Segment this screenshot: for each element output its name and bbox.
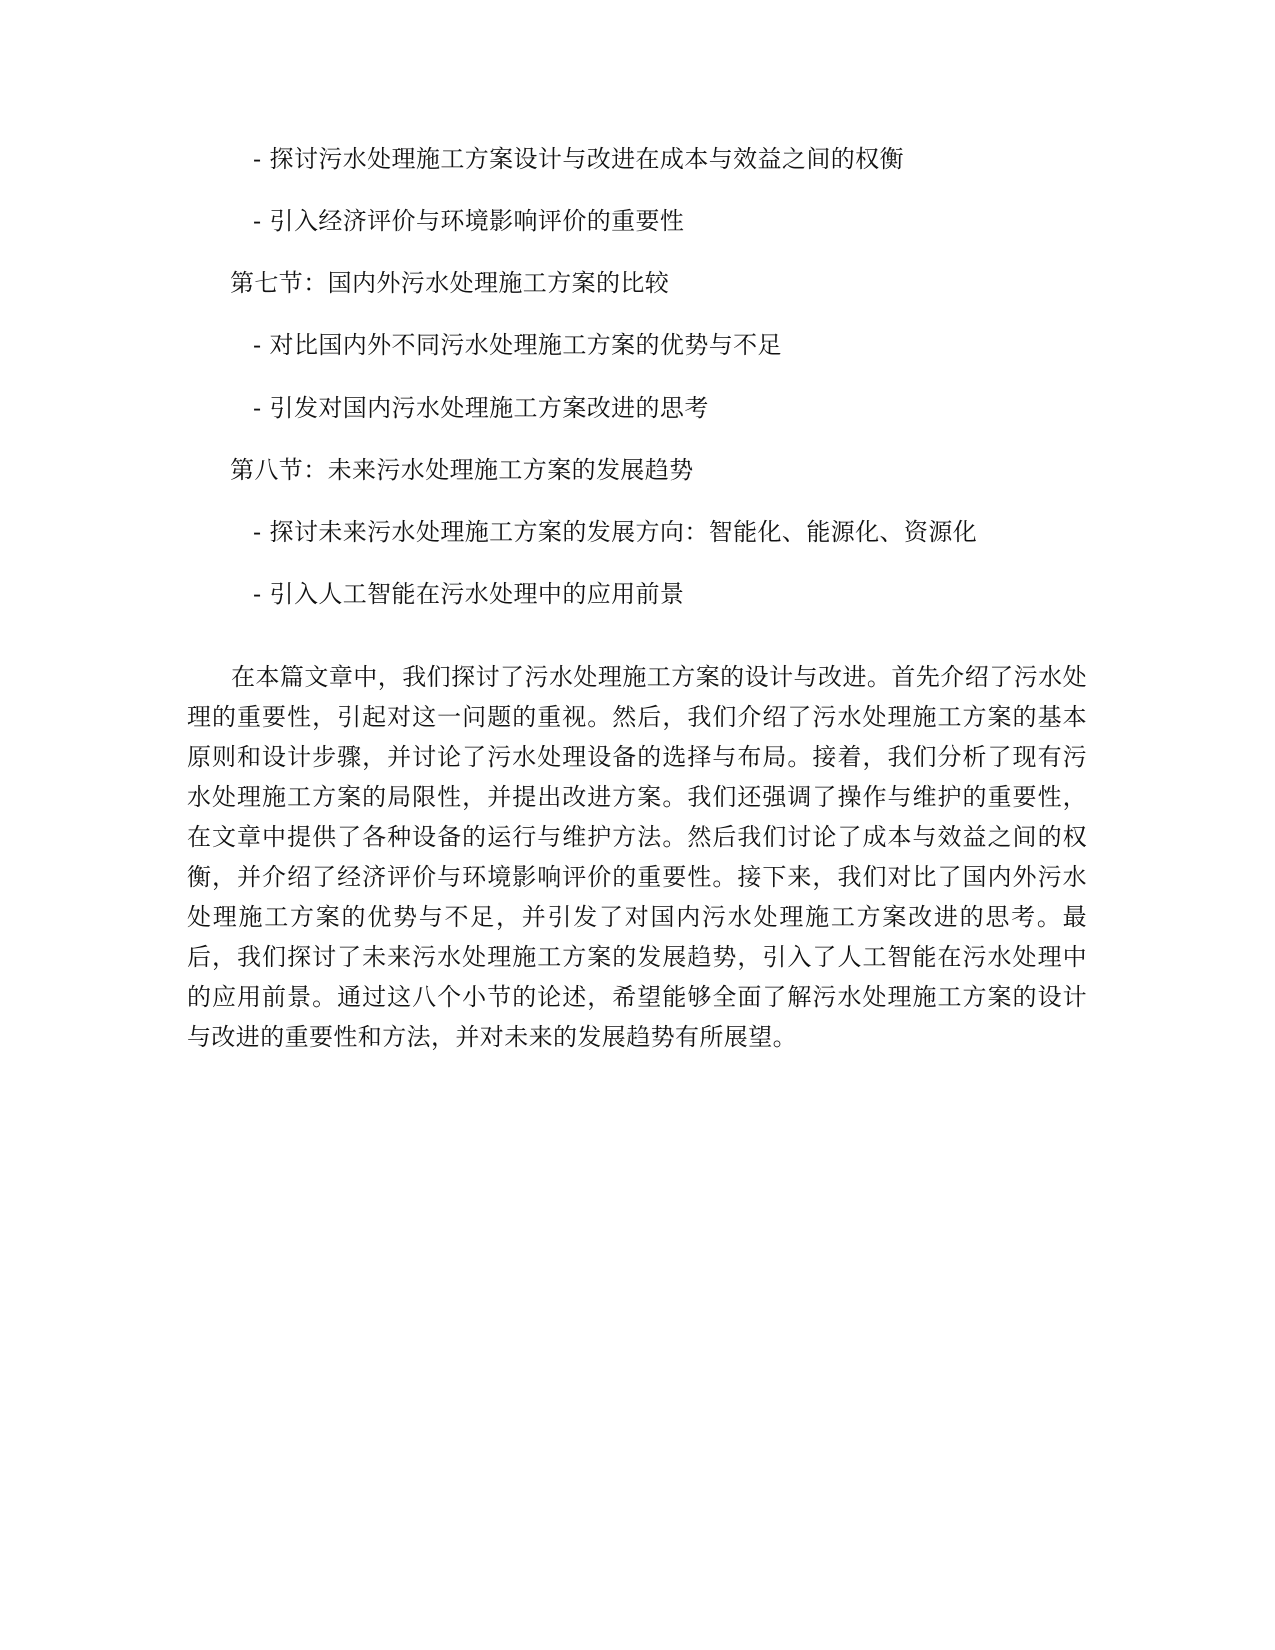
section-seven-heading: 第七节：国内外污水处理施工方案的比较 bbox=[230, 269, 670, 297]
section-eight-heading: 第八节：未来污水处理施工方案的发展趋势 bbox=[230, 456, 694, 484]
bullet-evaluation: - 引入经济评价与环境影响评价的重要性 bbox=[253, 207, 685, 235]
bullet-reflection: - 引发对国内污水处理施工方案改进的思考 bbox=[253, 394, 709, 422]
summary-paragraph: 在本篇文章中，我们探讨了污水处理施工方案的设计与改进。首先介绍了污水处理的重要性，引起对这一问题的重视。然后，我们介绍了污水处理施工方案的基本原则和设计步骤，并讨论了污水处理设备的选择与布局。接着，我们分析了现有污水处理施工方案的局限性，并提出改进方案。我们还强调了操作与维护的重要性，在文章中提供了各种设备的运行与维护方法。然后我们讨论了成本与效益之间的权衡，并介绍了经济评价与环境影响评价的重要性。接下来，我们对比了国内外污水处理施工方案的优势与不足，并引发了对国内污水处理施工方案改进的思考。最后，我们探讨了未来污水处理施工方案的发展趋势，引入了人工智能在污水处理中的应用前景。通过这八个小节的论述，希望能够全面了解污水处理施工方案的设计与改进的重要性和方法，并对未来的发展趋势有所展望。 bbox=[187, 663, 1087, 1051]
bullet-ai-prospect: - 引入人工智能在污水处理中的应用前景 bbox=[253, 580, 685, 608]
bullet-cost-benefit: - 探讨污水处理施工方案设计与改进在成本与效益之间的权衡 bbox=[253, 145, 904, 173]
bullet-future-direction: - 探讨未来污水处理施工方案的发展方向：智能化、能源化、资源化 bbox=[253, 518, 978, 546]
bullet-compare: - 对比国内外不同污水处理施工方案的优势与不足 bbox=[253, 331, 782, 359]
